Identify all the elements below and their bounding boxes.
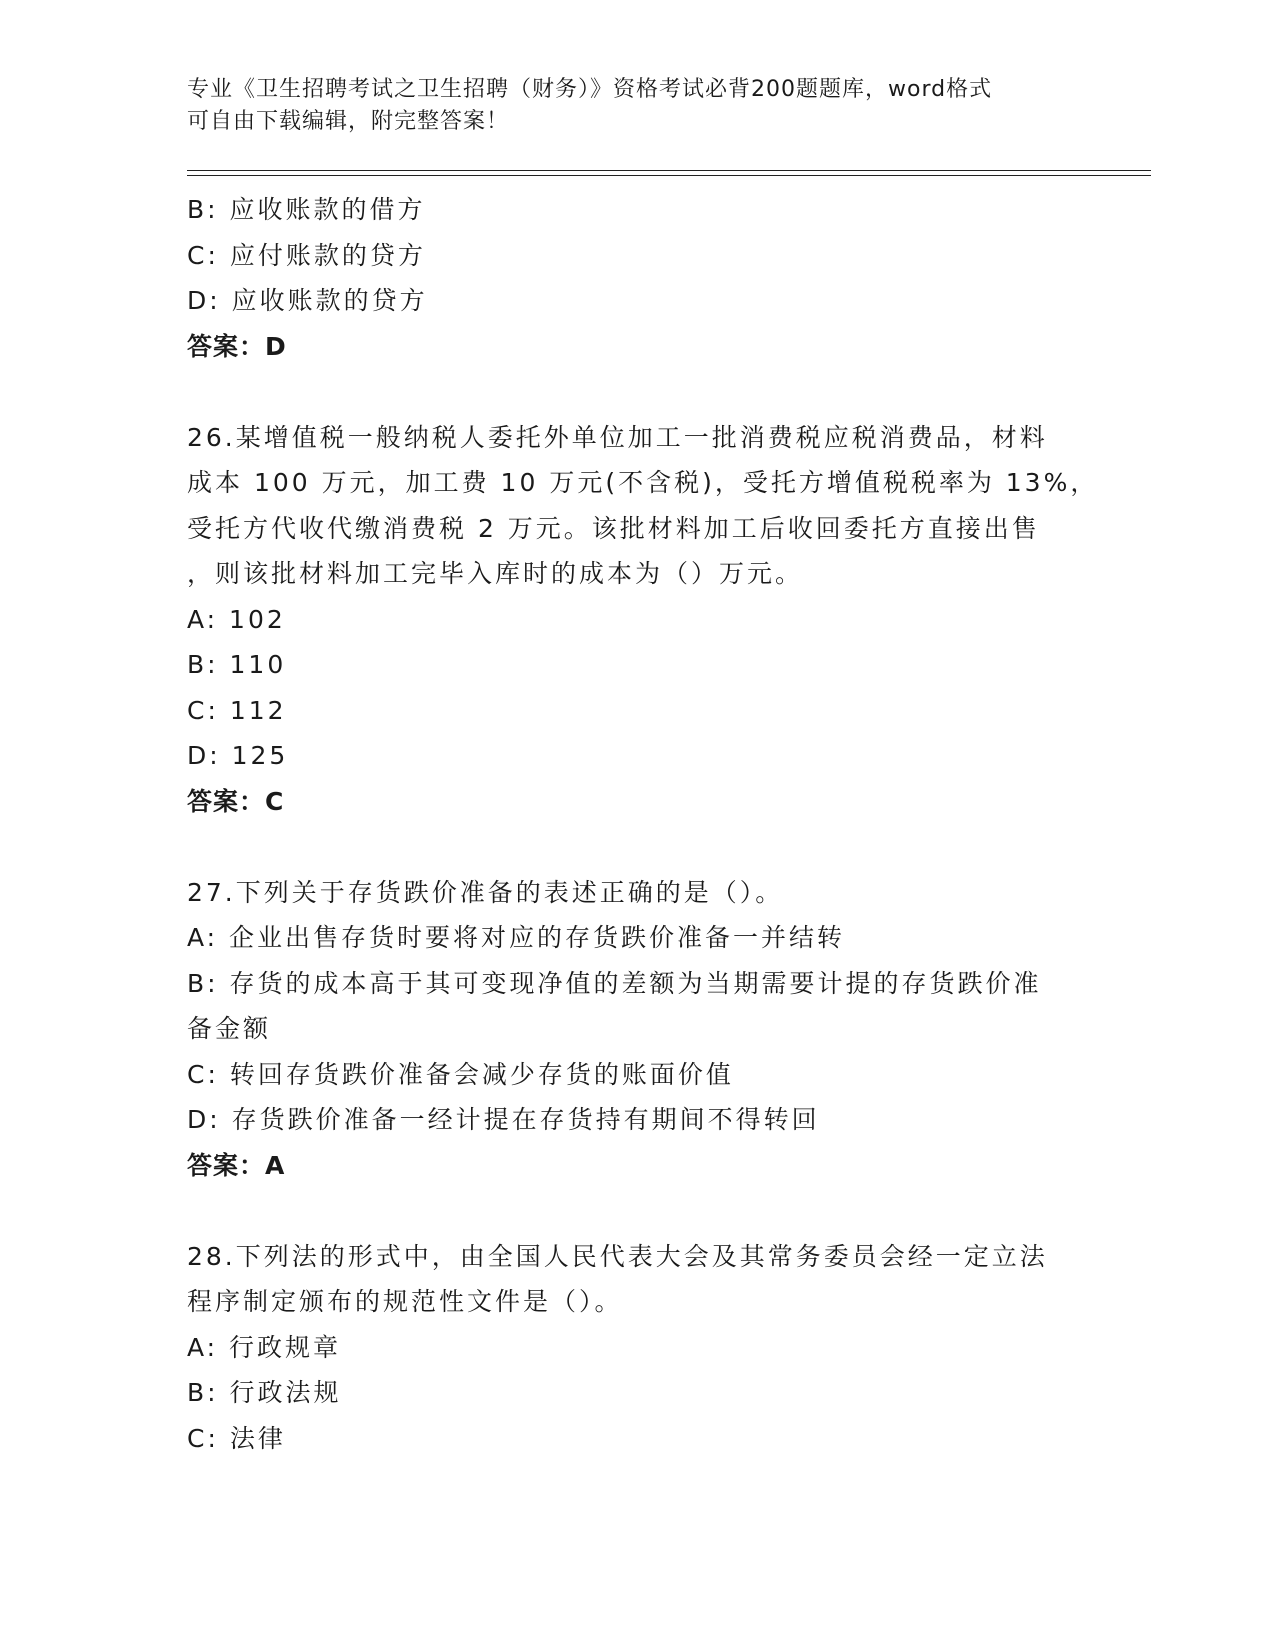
document-header: [187, 74, 1067, 138]
option-d: D: 应收账款的贷方: [187, 286, 428, 315]
answer-line: 答案：C: [187, 786, 285, 816]
option-a: A: 企业出售存货时要将对应的存货跌价准备一并结转: [187, 923, 846, 952]
header-rule-bottom: [187, 175, 1151, 176]
header-rule-top: [187, 170, 1151, 171]
option-c: C: 法律: [187, 1423, 286, 1453]
question-text: 受托方代收代缴消费税 2 万元。该批材料加工后收回委托方直接出售: [187, 513, 1040, 543]
answer-line: 答案：A: [187, 1150, 286, 1180]
option-b: B: 应收账款的借方: [187, 195, 426, 224]
option-c: C: 转回存货跌价准备会减少存货的账面价值: [187, 1059, 734, 1089]
option-c: C: 112: [187, 695, 287, 725]
question-text: 26.某增值税一般纳税人委托外单位加工一批消费税应税消费品，材料: [187, 422, 1048, 452]
header-line-2: 可自由下载编辑，附完整答案！: [187, 109, 510, 134]
question-text: ，则该批材料加工完毕入库时的成本为（）万元。: [187, 559, 804, 588]
question-27: [187, 870, 1087, 1189]
answer-line: 答案：D: [187, 331, 287, 361]
option-b-continued: 备金额: [187, 1014, 272, 1043]
option-b: B: 行政法规: [187, 1378, 342, 1407]
question-text: 28.下列法的形式中，由全国人民代表大会及其常务委员会经一定立法: [187, 1241, 1048, 1271]
question-text: 成本 100 万元，加工费 10 万元(不含税)，受托方增值税税率为 13%，: [187, 468, 1099, 497]
question-25-tail: [187, 187, 1087, 369]
question-26: [187, 415, 1099, 825]
header-line-1: 专业《卫生招聘考试之卫生招聘（财务）》资格考试必背200题题库，word格式: [187, 77, 993, 102]
question-content: [187, 187, 1099, 1461]
option-a: A: 行政规章: [187, 1332, 342, 1362]
question-text: 程序制定颁布的规范性文件是（）。: [187, 1287, 623, 1316]
option-a: A: 102: [187, 604, 286, 634]
option-c: C: 应付账款的贷方: [187, 240, 426, 270]
question-28: [187, 1234, 1087, 1462]
question-text: 27.下列关于存货跌价准备的表述正确的是（）。: [187, 877, 784, 907]
option-b: B: 存货的成本高于其可变现净值的差额为当期需要计提的存货跌价准: [187, 968, 1042, 998]
option-d: D: 125: [187, 741, 289, 770]
option-b: B: 110: [187, 650, 287, 679]
option-d: D: 存货跌价准备一经计提在存货持有期间不得转回: [187, 1105, 820, 1134]
